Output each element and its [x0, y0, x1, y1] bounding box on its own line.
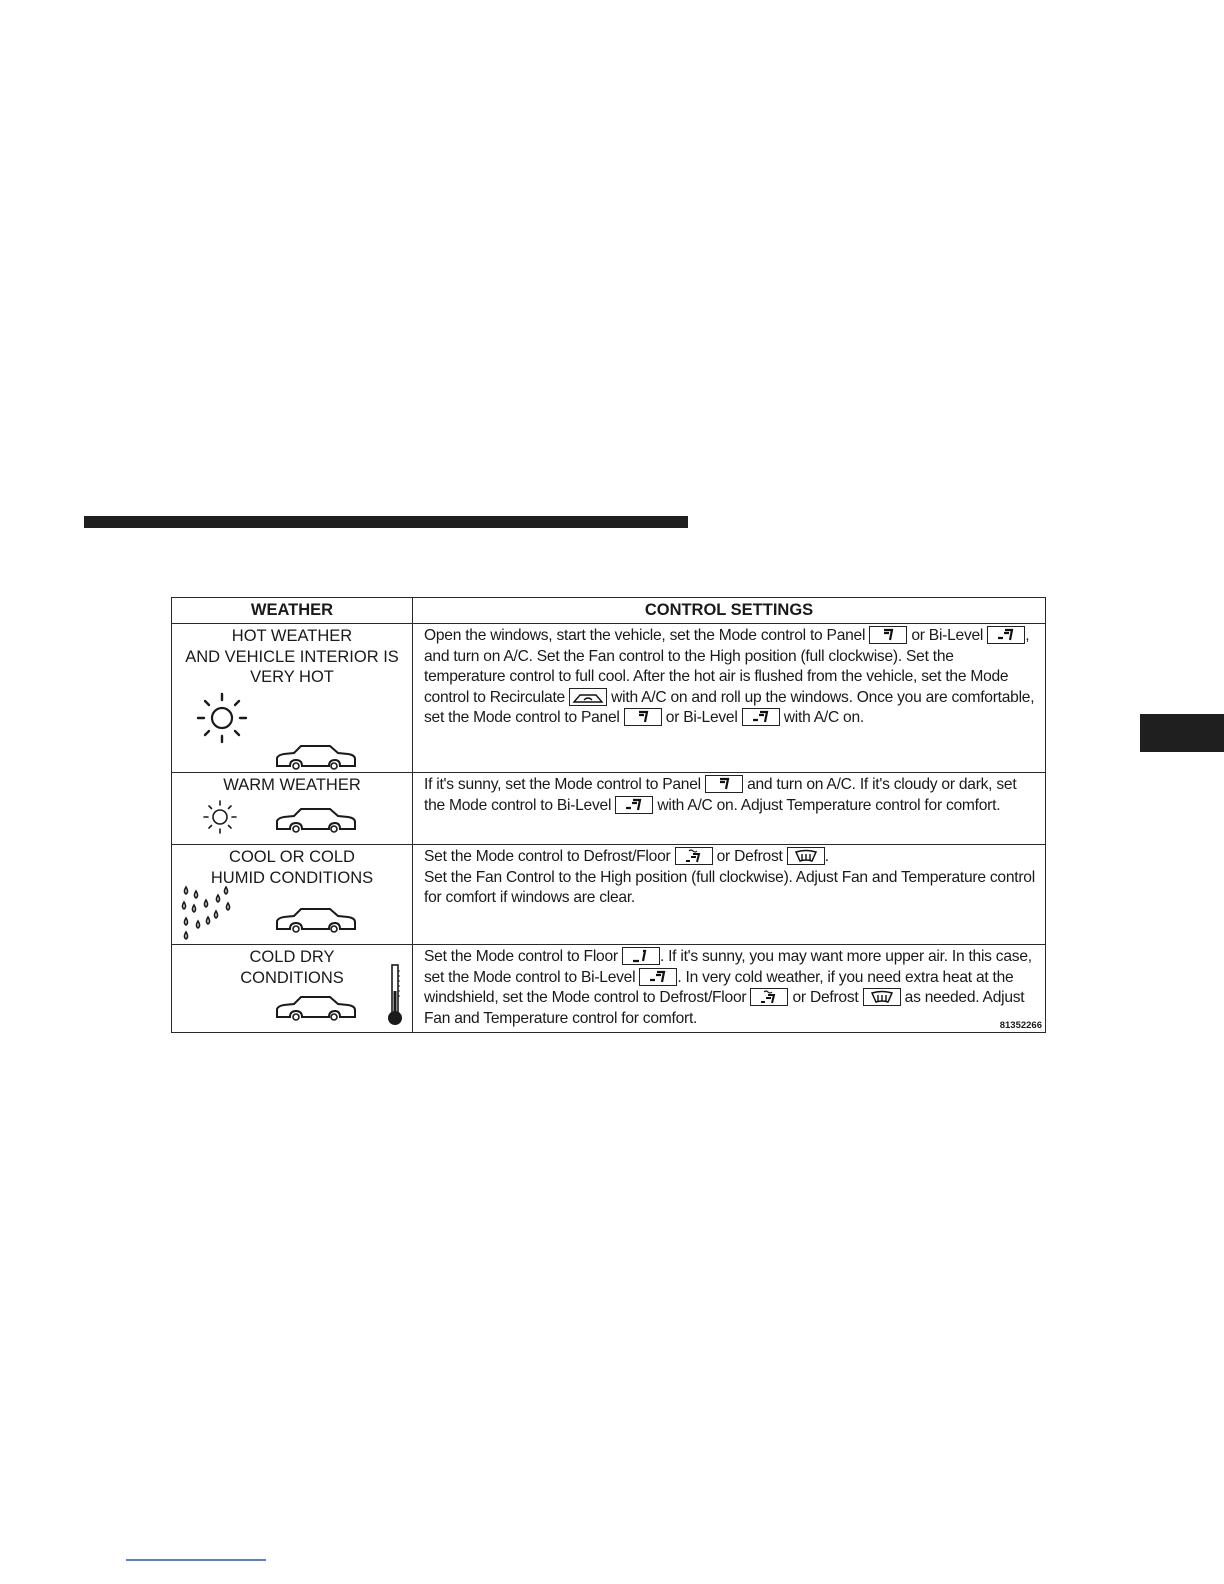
weather-label: COOL OR COLD HUMID CONDITIONS: [210, 848, 374, 887]
settings-text: Set the Mode control to Floor . If it's sunny, you may want more upper air. In this case, set the Mode control to Bi-Level . In very cold weather, if you need extra heat at the windshield, set the Mode control to Defrost/Floor or Defrost as needed. Adjust Fan and Temperature control for comfort.: [424, 948, 1032, 1027]
bilevel-mode-icon: [987, 626, 1025, 644]
table-row: [172, 773, 1046, 845]
settings-text: Open the windows, start the vehicle, set the Mode control to Panel or Bi-Level , and turn on A/C. Set the Fan control to the High position (full clockwise). Set the temperature control to full cool. After the hot air is flushed from the vehicle, set the Mode control to Recirculate with A/C on and roll up the windows. Once you are comfortable, set the Mode control to Panel or Bi-Level with A/C on.: [424, 627, 1035, 726]
weather-cell-warm: [172, 773, 413, 845]
weather-label: COLD DRY CONDITIONS: [240, 948, 344, 987]
weather-cell-humid: [172, 845, 413, 945]
car-icon: [274, 907, 358, 933]
table-row: [172, 845, 1046, 945]
settings-cell-warm: [413, 773, 1046, 845]
settings-cell-cold-dry: [413, 945, 1046, 1033]
sun-small-icon: [200, 797, 240, 837]
panel-mode-icon: [869, 626, 907, 644]
section-rule: [84, 516, 688, 528]
car-icon: [274, 807, 358, 833]
panel-mode-icon: [705, 775, 743, 793]
defrost-mode-icon: [863, 988, 901, 1006]
defrost-floor-mode-icon: [750, 988, 788, 1006]
thermometer-icon: [385, 963, 405, 1027]
bilevel-mode-icon: [615, 796, 653, 814]
recirculate-mode-icon: [569, 688, 607, 706]
floor-mode-icon: [622, 947, 660, 965]
table-row: [172, 945, 1046, 1033]
table-row: [172, 624, 1046, 773]
table-header-row: [172, 598, 1046, 624]
sun-large-icon: [194, 690, 250, 746]
weather-cell-hot: [172, 624, 413, 773]
defrost-floor-mode-icon: [675, 847, 713, 865]
settings-text: Set the Mode control to Defrost/Floor or Defrost . Set the Fan Control to the High position (full clockwise). Adjust Fan and Temperature control for comfort if windows are clear.: [424, 848, 1035, 906]
settings-cell-humid: [413, 845, 1046, 945]
figure-id: 81352266: [999, 1020, 1042, 1031]
footer-rule: [126, 1559, 266, 1561]
chapter-tab: [1140, 714, 1224, 752]
bilevel-mode-icon: [742, 708, 780, 726]
panel-mode-icon: [624, 708, 662, 726]
settings-text: If it's sunny, set the Mode control to Panel and turn on A/C. If it's cloudy or dark, set the Mode control to Bi-Level with A/C on. Adjust Temperature control for comfort.: [424, 776, 1017, 814]
header-weather: WEATHER: [172, 598, 413, 624]
car-icon: [274, 995, 358, 1021]
header-control-settings: CONTROL SETTINGS: [413, 598, 1046, 624]
weather-cell-cold-dry: [172, 945, 413, 1033]
raindrops-icon: [180, 885, 238, 941]
settings-cell-hot: [413, 624, 1046, 773]
car-icon: [274, 744, 358, 770]
bilevel-mode-icon: [639, 968, 677, 986]
defrost-mode-icon: [787, 847, 825, 865]
weather-label: WARM WEATHER: [223, 776, 361, 794]
climate-control-table: [171, 597, 1046, 1033]
weather-label: HOT WEATHER AND VEHICLE INTERIOR IS VERY HOT: [185, 627, 399, 686]
